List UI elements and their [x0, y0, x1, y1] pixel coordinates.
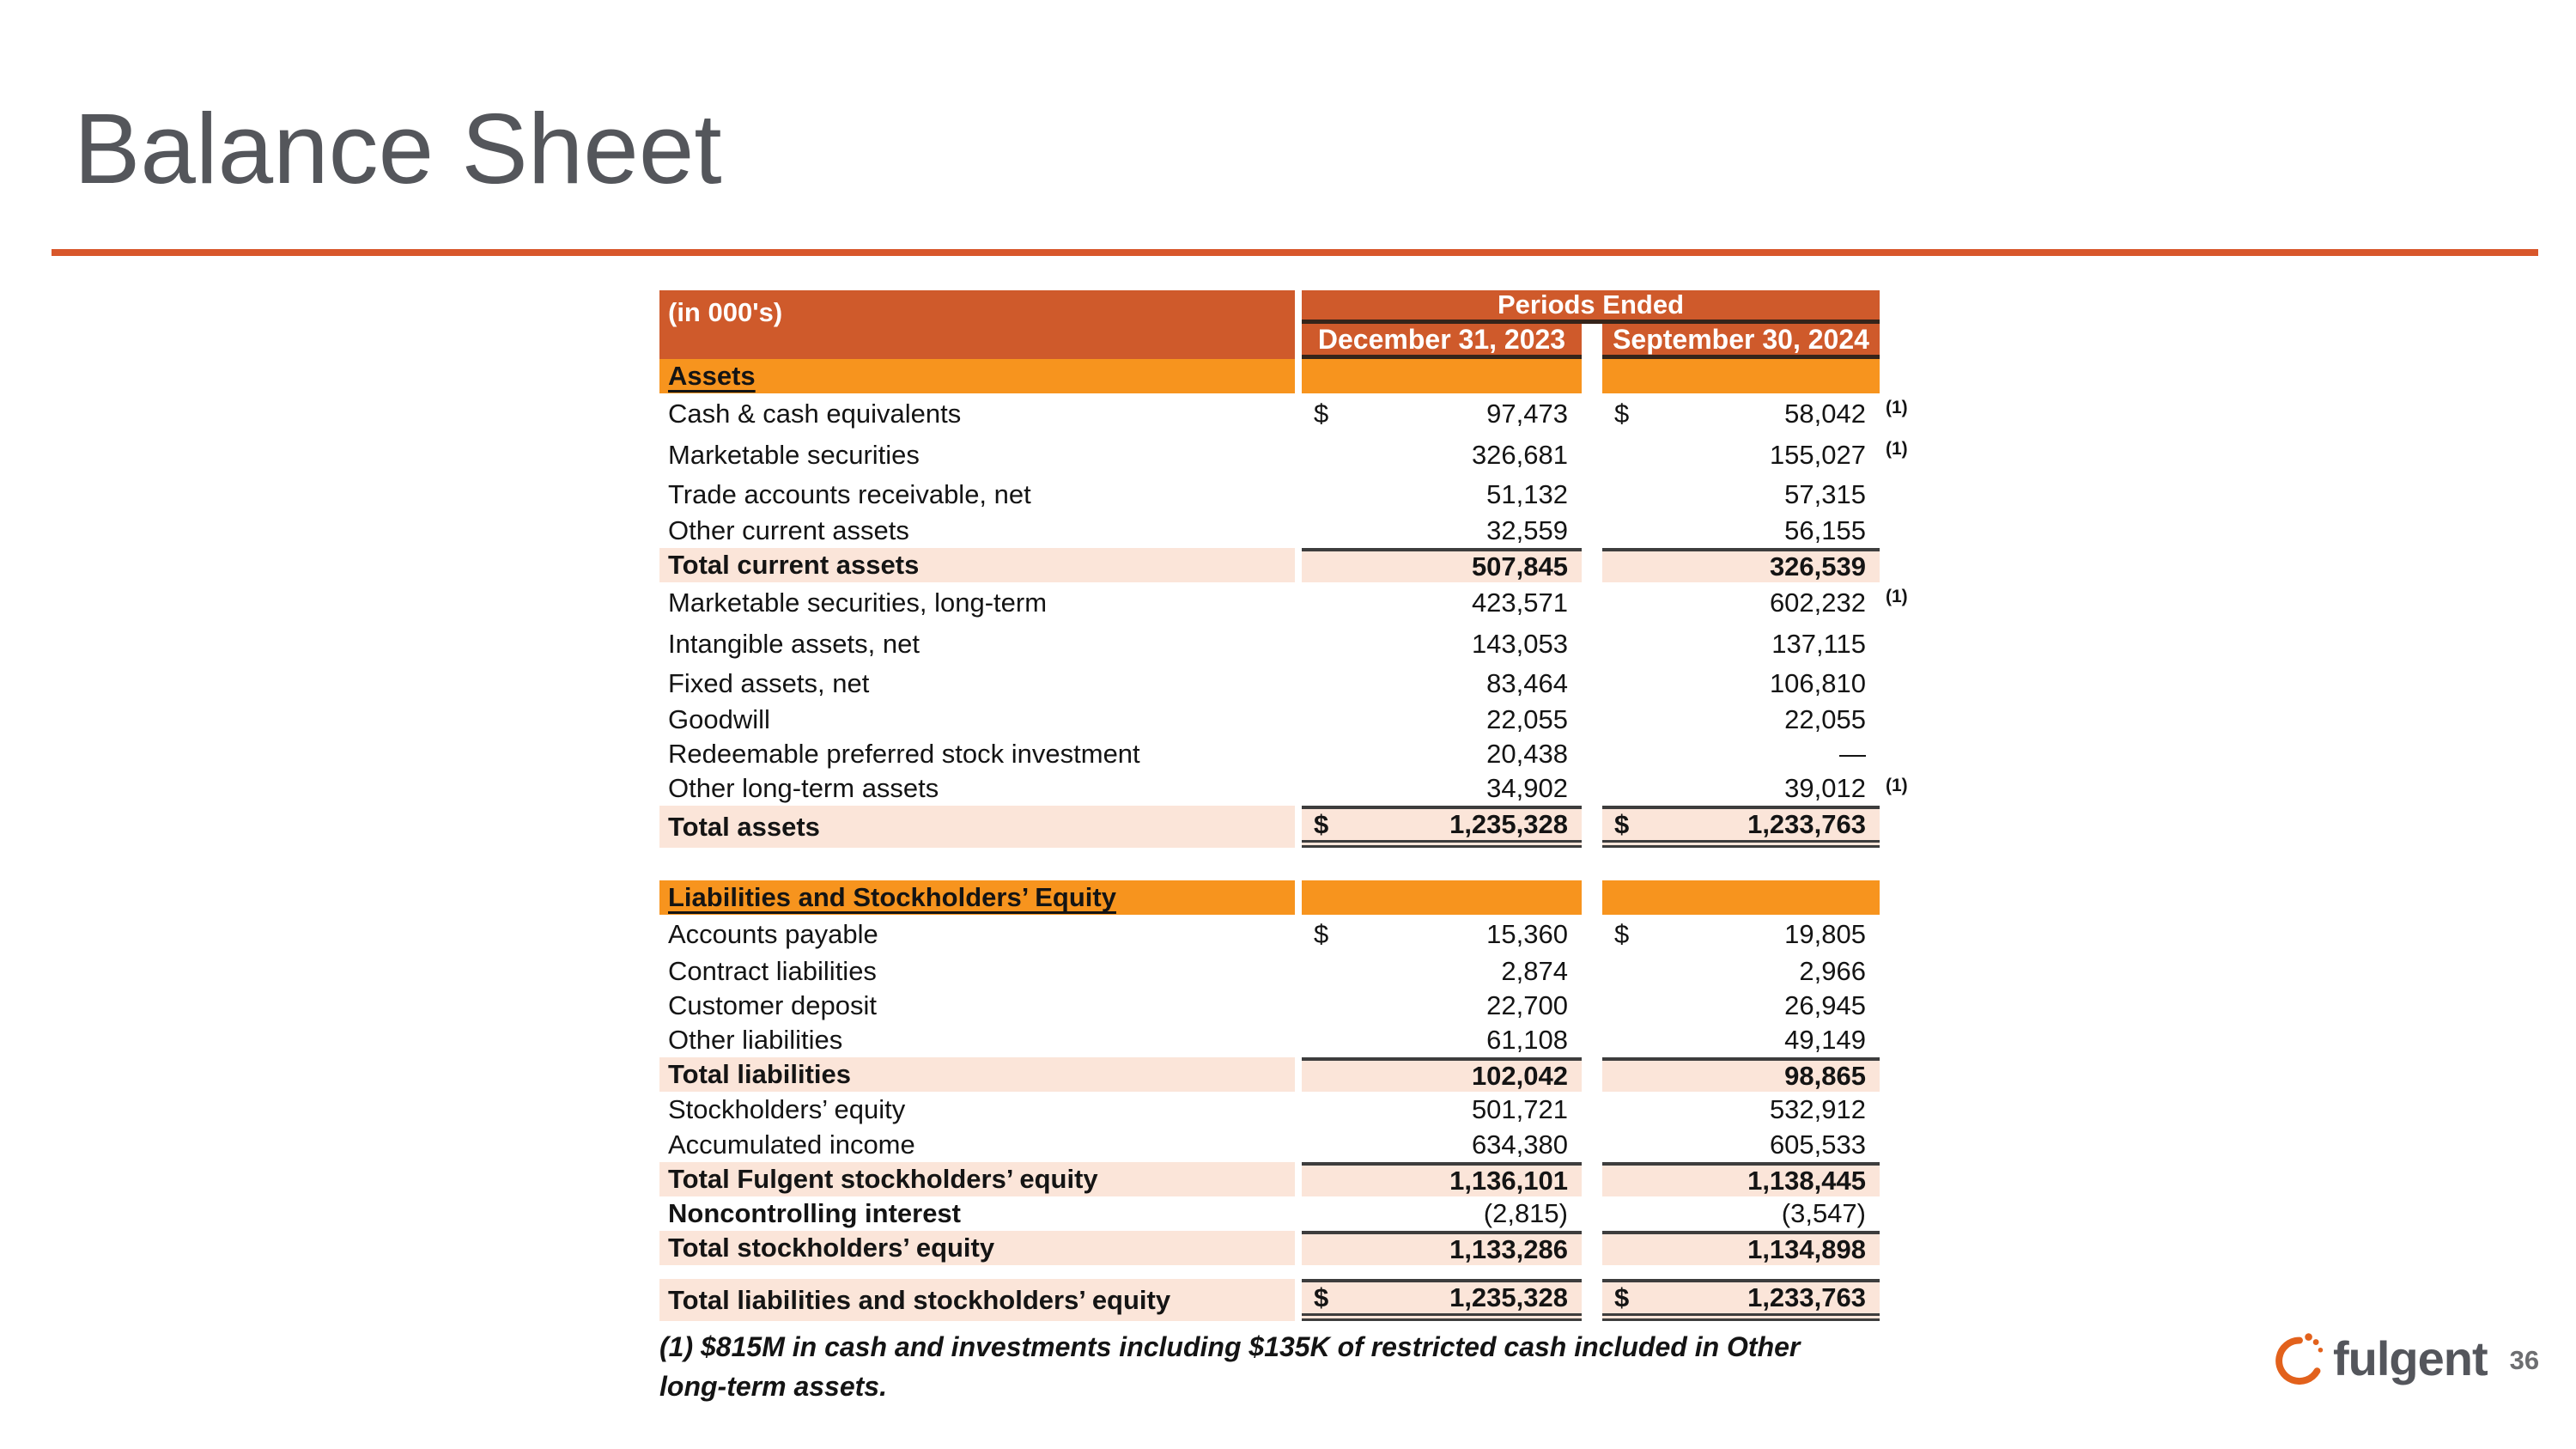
value: 34,902	[1486, 773, 1568, 803]
column-gap	[1582, 665, 1602, 703]
column-gap	[1582, 771, 1602, 806]
table-row	[659, 1196, 1935, 1231]
footnote-marker	[1880, 1092, 1935, 1128]
value: 57,315	[1784, 479, 1866, 509]
value-cell	[1302, 737, 1582, 771]
table-row	[659, 806, 1935, 842]
footnote-marker-column	[1880, 290, 1935, 359]
column-gap	[1582, 476, 1602, 514]
value: 1,134,898	[1747, 1234, 1866, 1264]
value-cell	[1602, 806, 1880, 848]
footnote-marker	[1880, 703, 1935, 737]
value: 32,559	[1486, 515, 1568, 545]
row-label: Fixed assets, net	[668, 668, 870, 698]
footnote-marker	[1880, 1231, 1935, 1265]
column-gap	[1295, 514, 1302, 548]
footnote-marker	[1880, 1023, 1935, 1057]
row-label: Goodwill	[668, 704, 770, 734]
value: 19,805	[1784, 919, 1866, 949]
value: 2,966	[1799, 956, 1866, 986]
table-row	[659, 476, 1935, 514]
row-label: Trade accounts receivable, net	[668, 479, 1031, 509]
title-rule	[52, 249, 2538, 256]
column-gap	[1295, 290, 1302, 359]
table-row	[659, 393, 1935, 435]
footnote-marker	[1880, 548, 1935, 582]
balance-sheet-table	[659, 290, 1935, 1315]
section-band-cell	[1302, 359, 1582, 393]
value: 634,380	[1471, 1129, 1568, 1160]
dollar-sign: $	[1314, 399, 1329, 429]
column-gap	[1295, 582, 1302, 624]
footnote-marker	[1880, 915, 1935, 954]
value-cell	[1302, 1279, 1582, 1321]
value-cell	[1602, 582, 1880, 624]
value-cell	[1302, 548, 1582, 582]
value: 326,539	[1769, 551, 1866, 581]
row-label: Total current assets	[659, 548, 1295, 582]
footnote-marker	[1880, 1196, 1935, 1231]
row-label: Accounts payable	[668, 919, 878, 949]
column-gap	[1295, 359, 1302, 393]
column-gap	[1582, 624, 1602, 665]
footnote-marker: (1)	[1886, 776, 1908, 795]
value-cell	[1302, 771, 1582, 806]
value-cell	[1302, 1092, 1582, 1128]
table-row	[659, 1231, 1935, 1265]
value: 1,136,101	[1449, 1166, 1568, 1196]
table-row	[659, 1128, 1935, 1162]
footnote-marker: (1)	[1886, 439, 1908, 459]
column-gap	[1295, 989, 1302, 1023]
page-title: Balance Sheet	[74, 93, 722, 204]
fulgent-logo-icon	[2271, 1330, 2328, 1386]
value: —	[1839, 739, 1866, 769]
column-gap	[1295, 1057, 1302, 1092]
dollar-sign: $	[1614, 809, 1630, 839]
page-number: 36	[2509, 1345, 2540, 1375]
value: 423,571	[1471, 588, 1568, 618]
value: 507,845	[1471, 551, 1568, 581]
column-gap	[1582, 1023, 1602, 1057]
footer-brand	[2271, 1330, 2539, 1386]
column-gap	[1582, 703, 1602, 737]
table-row	[659, 1162, 1935, 1196]
table-row	[659, 624, 1935, 665]
value-cell	[1602, 1196, 1880, 1231]
column-gap	[1295, 476, 1302, 514]
column-gap	[1582, 548, 1602, 582]
footnote-marker	[1880, 1279, 1935, 1321]
value: 532,912	[1769, 1094, 1866, 1124]
value-cell	[1302, 1196, 1582, 1231]
value-cell	[1302, 1128, 1582, 1162]
column-gap	[1295, 1092, 1302, 1128]
value-cell	[1602, 737, 1880, 771]
value-cell	[1302, 1023, 1582, 1057]
footnote-marker	[1880, 1057, 1935, 1092]
section-heading: Liabilities and Stockholders’ Equity	[659, 880, 1295, 915]
value: 20,438	[1486, 739, 1568, 769]
table-row	[659, 1057, 1935, 1092]
value-cell	[1602, 954, 1880, 989]
column-gap	[1295, 1279, 1302, 1321]
column-gap	[1582, 324, 1602, 359]
column-header-sep-2024: September 30, 2024	[1602, 324, 1880, 359]
value-cell	[1602, 703, 1880, 737]
value: 2,874	[1501, 956, 1568, 986]
row-label: Noncontrolling interest	[668, 1198, 961, 1228]
column-gap	[1295, 435, 1302, 476]
value-cell	[1302, 989, 1582, 1023]
column-gap	[1582, 1279, 1602, 1321]
column-gap	[1295, 806, 1302, 848]
table-row	[659, 435, 1935, 476]
value: 83,464	[1486, 668, 1568, 698]
value: 61,108	[1486, 1025, 1568, 1055]
value: 501,721	[1471, 1094, 1568, 1124]
value: (3,547)	[1781, 1198, 1866, 1228]
row-label: Other liabilities	[668, 1025, 843, 1055]
column-gap	[1582, 393, 1602, 435]
value-cell	[1302, 915, 1582, 954]
section-band-cell	[1602, 359, 1880, 393]
column-gap	[1582, 514, 1602, 548]
column-gap	[1582, 359, 1602, 393]
row-label: Intangible assets, net	[668, 629, 920, 659]
column-gap	[1582, 989, 1602, 1023]
value: 106,810	[1769, 668, 1866, 698]
dollar-sign: $	[1314, 919, 1329, 949]
value: 39,012	[1784, 773, 1866, 803]
row-label: Marketable securities, long-term	[668, 588, 1048, 618]
value-cell	[1602, 548, 1880, 582]
column-gap	[1295, 665, 1302, 703]
row-label: Marketable securities	[668, 440, 920, 470]
value: 15,360	[1486, 919, 1568, 949]
value-cell	[1602, 665, 1880, 703]
table-header-row	[659, 290, 1935, 359]
row-label: Customer deposit	[668, 990, 877, 1020]
column-gap	[1582, 435, 1602, 476]
value: 1,138,445	[1747, 1166, 1866, 1196]
row-label: Total liabilities and stockholders’ equity	[659, 1279, 1295, 1321]
column-gap	[1582, 954, 1602, 989]
value-cell	[1302, 514, 1582, 548]
column-gap	[1582, 915, 1602, 954]
value-cell	[1602, 476, 1880, 514]
value-cell	[1302, 1162, 1582, 1196]
column-gap	[1295, 771, 1302, 806]
column-gap	[1582, 1128, 1602, 1162]
row-label: Stockholders’ equity	[668, 1094, 906, 1124]
column-gap	[1582, 1196, 1602, 1231]
dollar-sign: $	[1314, 1282, 1329, 1312]
column-gap	[1295, 880, 1302, 915]
value-cell	[1302, 954, 1582, 989]
footnote-marker	[1880, 514, 1935, 548]
column-gap	[1582, 1231, 1602, 1265]
column-gap	[1582, 880, 1602, 915]
column-gap	[1582, 1092, 1602, 1128]
table-row	[659, 954, 1935, 989]
row-label: Total stockholders’ equity	[659, 1231, 1295, 1265]
value: 1,233,763	[1747, 809, 1866, 839]
row-label: Other long-term assets	[668, 773, 939, 803]
value-cell	[1602, 1092, 1880, 1128]
column-gap	[1295, 1128, 1302, 1162]
periods-header-group	[1302, 290, 1880, 359]
value-cell	[1602, 1231, 1880, 1265]
table-row	[659, 1092, 1935, 1128]
footnote-marker	[1880, 624, 1935, 665]
column-gap	[1295, 737, 1302, 771]
date-headers	[1302, 324, 1880, 359]
value: 22,055	[1486, 704, 1568, 734]
dollar-sign: $	[1614, 399, 1630, 429]
dollar-sign: $	[1614, 1282, 1630, 1312]
value: 155,027	[1769, 440, 1866, 470]
value-cell	[1602, 915, 1880, 954]
row-label: Cash & cash equivalents	[668, 399, 962, 429]
value: 98,865	[1784, 1061, 1866, 1091]
footnote-marker	[1880, 737, 1935, 771]
value-cell	[1302, 806, 1582, 848]
table-row	[659, 1023, 1935, 1057]
column-gap	[1295, 1231, 1302, 1265]
column-gap	[1582, 582, 1602, 624]
table-row	[659, 989, 1935, 1023]
section-heading: Assets	[659, 359, 1295, 393]
value-cell	[1602, 435, 1880, 476]
column-gap	[1295, 954, 1302, 989]
value-cell	[1302, 1231, 1582, 1265]
table-row	[659, 737, 1935, 771]
value: 602,232	[1769, 588, 1866, 618]
table-row	[659, 514, 1935, 548]
column-gap	[1295, 548, 1302, 582]
value: 22,700	[1486, 990, 1568, 1020]
footnote-marker	[1880, 806, 1935, 848]
spacer-row	[659, 1265, 1935, 1279]
value-cell	[1602, 1023, 1880, 1057]
value: 605,533	[1769, 1129, 1866, 1160]
value-cell	[1302, 435, 1582, 476]
column-gap	[1582, 1162, 1602, 1196]
value: 102,042	[1471, 1061, 1568, 1091]
column-gap	[1582, 806, 1602, 848]
section-heading-row	[659, 359, 1935, 393]
footnote-marker: (1)	[1886, 587, 1908, 606]
column-gap	[1295, 393, 1302, 435]
periods-ended-header: Periods Ended	[1302, 290, 1880, 324]
brand-name: fulgent	[2333, 1330, 2488, 1385]
footnote-marker	[1880, 1162, 1935, 1196]
row-label: Contract liabilities	[668, 956, 877, 986]
value-cell	[1602, 514, 1880, 548]
value-cell	[1602, 1279, 1880, 1321]
value: 56,155	[1784, 515, 1866, 545]
table-row	[659, 665, 1935, 703]
value-cell	[1602, 1128, 1880, 1162]
value-cell	[1302, 476, 1582, 514]
footnote-marker-column	[1880, 880, 1935, 915]
table-row	[659, 548, 1935, 582]
footnote-marker: (1)	[1886, 398, 1908, 417]
table-row	[659, 703, 1935, 737]
table-row	[659, 1279, 1935, 1315]
table-row	[659, 915, 1935, 954]
column-gap	[1295, 915, 1302, 954]
dollar-sign: $	[1614, 919, 1630, 949]
column-gap	[1582, 1057, 1602, 1092]
value: 26,945	[1784, 990, 1866, 1020]
value: 97,473	[1486, 399, 1568, 429]
section-heading-row	[659, 880, 1935, 915]
row-label: Redeemable preferred stock investment	[668, 739, 1140, 769]
footnote-marker	[1880, 1128, 1935, 1162]
column-gap	[1295, 1023, 1302, 1057]
value-cell	[1302, 582, 1582, 624]
value: 49,149	[1784, 1025, 1866, 1055]
column-gap	[1295, 1162, 1302, 1196]
footnote-marker	[1880, 989, 1935, 1023]
value-cell	[1602, 989, 1880, 1023]
value-cell	[1602, 771, 1880, 806]
row-label: Other current assets	[668, 515, 909, 545]
value: 51,132	[1486, 479, 1568, 509]
value: 137,115	[1771, 629, 1866, 659]
section-band-cell	[1602, 880, 1880, 915]
footnote-marker-column	[1880, 359, 1935, 393]
value-cell	[1602, 393, 1880, 435]
section-band-cell	[1302, 880, 1582, 915]
footnote-marker	[1880, 665, 1935, 703]
footnote-marker	[1880, 954, 1935, 989]
value-cell	[1302, 1057, 1582, 1092]
value-cell	[1302, 703, 1582, 737]
column-gap	[1295, 1196, 1302, 1231]
value: 143,053	[1471, 629, 1568, 659]
value-cell	[1602, 1162, 1880, 1196]
value: 1,235,328	[1449, 809, 1568, 839]
column-gap	[1582, 737, 1602, 771]
row-label: Total liabilities	[659, 1057, 1295, 1092]
table-row	[659, 771, 1935, 806]
row-label: Accumulated income	[668, 1129, 915, 1160]
value: 22,055	[1784, 704, 1866, 734]
column-header-dec-2023: December 31, 2023	[1302, 324, 1582, 359]
row-label: Total Fulgent stockholders’ equity	[659, 1162, 1295, 1196]
column-gap	[1295, 703, 1302, 737]
column-gap	[1295, 624, 1302, 665]
value: 1,235,328	[1449, 1282, 1568, 1312]
value-cell	[1302, 624, 1582, 665]
footnote-marker	[1880, 476, 1935, 514]
row-label: Total assets	[659, 806, 1295, 848]
value: 58,042	[1784, 399, 1866, 429]
value: 326,681	[1471, 440, 1568, 470]
value-cell	[1302, 393, 1582, 435]
table-row	[659, 582, 1935, 624]
value: (2,815)	[1483, 1198, 1568, 1228]
dollar-sign: $	[1314, 809, 1329, 839]
value-cell	[1602, 624, 1880, 665]
value-cell	[1602, 1057, 1880, 1092]
value: 1,233,763	[1747, 1282, 1866, 1312]
value-cell	[1302, 665, 1582, 703]
unit-label: (in 000's)	[659, 290, 1295, 359]
footnote: (1) $815M in cash and investments including $135K of restricted cash included in Other long-term assets.	[659, 1331, 1801, 1403]
value: 1,133,286	[1449, 1234, 1568, 1264]
